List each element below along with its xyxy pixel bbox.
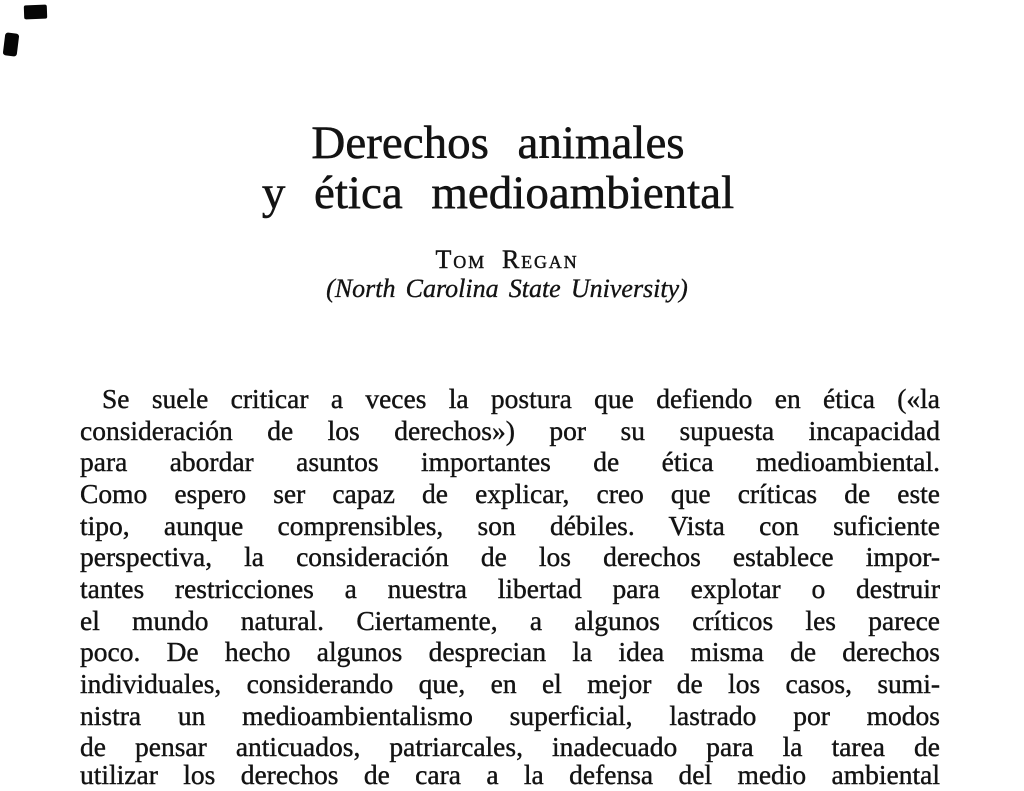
body-line: para abordar asuntos importantes de ética medioambiental. [80,446,940,478]
article-body [80,383,940,791]
body-line: nistra un medioambientalismo superficial, lastrado por modos [80,699,940,731]
body-line: Como espero ser capaz de explicar, creo que críticas de este [80,477,940,509]
body-line: tipo, aunque comprensibles, son débiles. Vista con suficiente [80,509,940,541]
scan-artifact-blob-2 [3,32,20,57]
body-line: tantes restricciones a nuestra libertad para explotar o destruir [80,572,940,604]
body-line: de pensar anticuados, patriarcales, inadecuado para la tarea de [80,731,940,763]
body-line: poco. De hecho algunos desprecian la idea misma de derechos [80,636,940,668]
body-line: consideración de los derechos») por su supuesta incapacidad [80,414,940,446]
byline [0,247,1014,303]
body-line: Se suele criticar a veces la postura que defiendo en ética («la [102,383,940,414]
scan-artifact-blob-1 [24,5,47,20]
body-line: utilizar los derechos de cara a la defensa del medio ambiental [80,759,940,791]
title-line-1: Derechos animales [311,117,685,169]
body-line: el mundo natural. Ciertamente, a algunos críticos les parece [80,604,940,636]
author-affiliation: (North Carolina State University) [326,274,688,303]
body-line: perspectiva, la consideración de los derechos establece impor- [80,541,940,573]
article-title [0,118,996,218]
author-name: Tom Regan [435,245,579,274]
body-line: individuales, considerando que, en el mejor de los casos, sumi- [80,667,940,699]
title-line-2: y ética medioambiental [261,167,735,219]
